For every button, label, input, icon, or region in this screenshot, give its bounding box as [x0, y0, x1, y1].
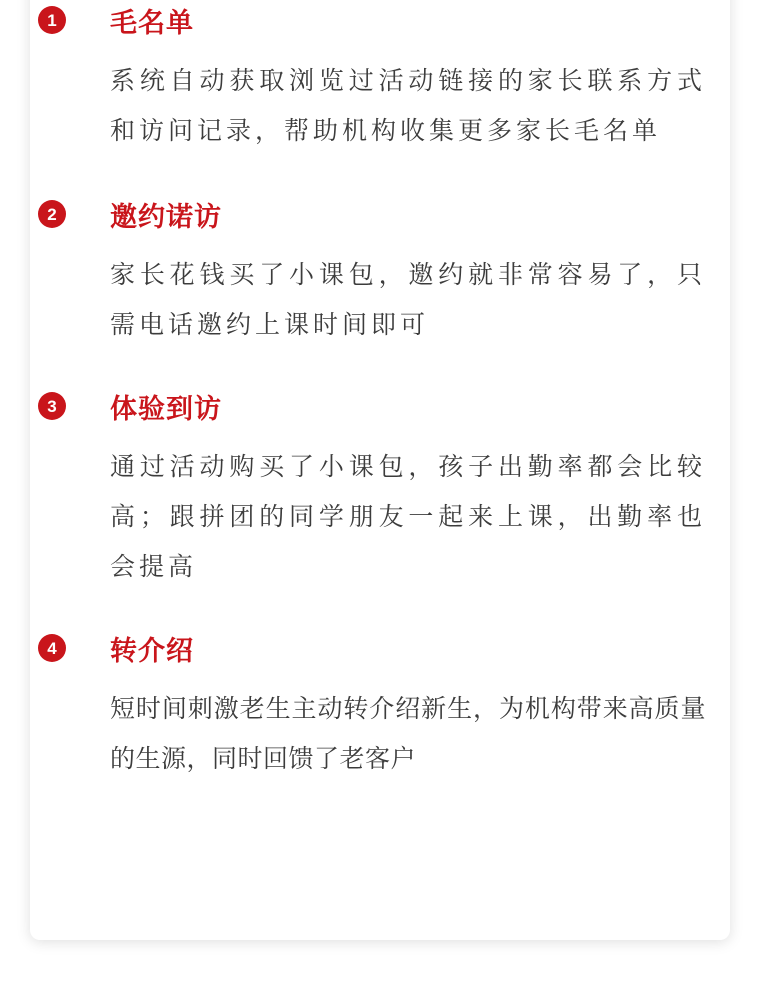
section-4-title: 转介绍: [110, 635, 194, 666]
section-4-number-badge: 4: [38, 634, 66, 662]
card-content: [30, 0, 730, 784]
section-2-title: 邀约诺访: [110, 201, 222, 232]
section-3: [30, 384, 730, 592]
section-3-header: [30, 384, 730, 428]
section-2-header: [30, 192, 730, 236]
section-4-header: [30, 626, 730, 670]
section-4-body: 短时间刺激老生主动转介绍新生，为机构带来高质量的生源，同时回馈了老客户: [110, 695, 706, 773]
section-2-body: 家长花钱买了小课包，邀约就非常容易了，只需电话邀约上课时间即可: [110, 261, 706, 339]
section-2-number-badge: 2: [38, 200, 66, 228]
section-1-body: 系统自动获取浏览过活动链接的家长联系方式和访问记录，帮助机构收集更多家长毛名单: [110, 67, 706, 145]
section-2: [30, 192, 730, 350]
section-1-number-badge: 1: [38, 6, 66, 34]
info-card: [30, 0, 730, 940]
section-1: [30, 0, 730, 156]
section-1-title: 毛名单: [110, 7, 194, 38]
section-3-body: 通过活动购买了小课包，孩子出勤率都会比较高；跟拼团的同学朋友一起来上课，出勤率也会提高: [110, 453, 706, 581]
section-3-title: 体验到访: [110, 393, 222, 424]
section-4: [30, 626, 730, 784]
section-3-number-badge: 3: [38, 392, 66, 420]
section-1-header: [30, 0, 730, 42]
